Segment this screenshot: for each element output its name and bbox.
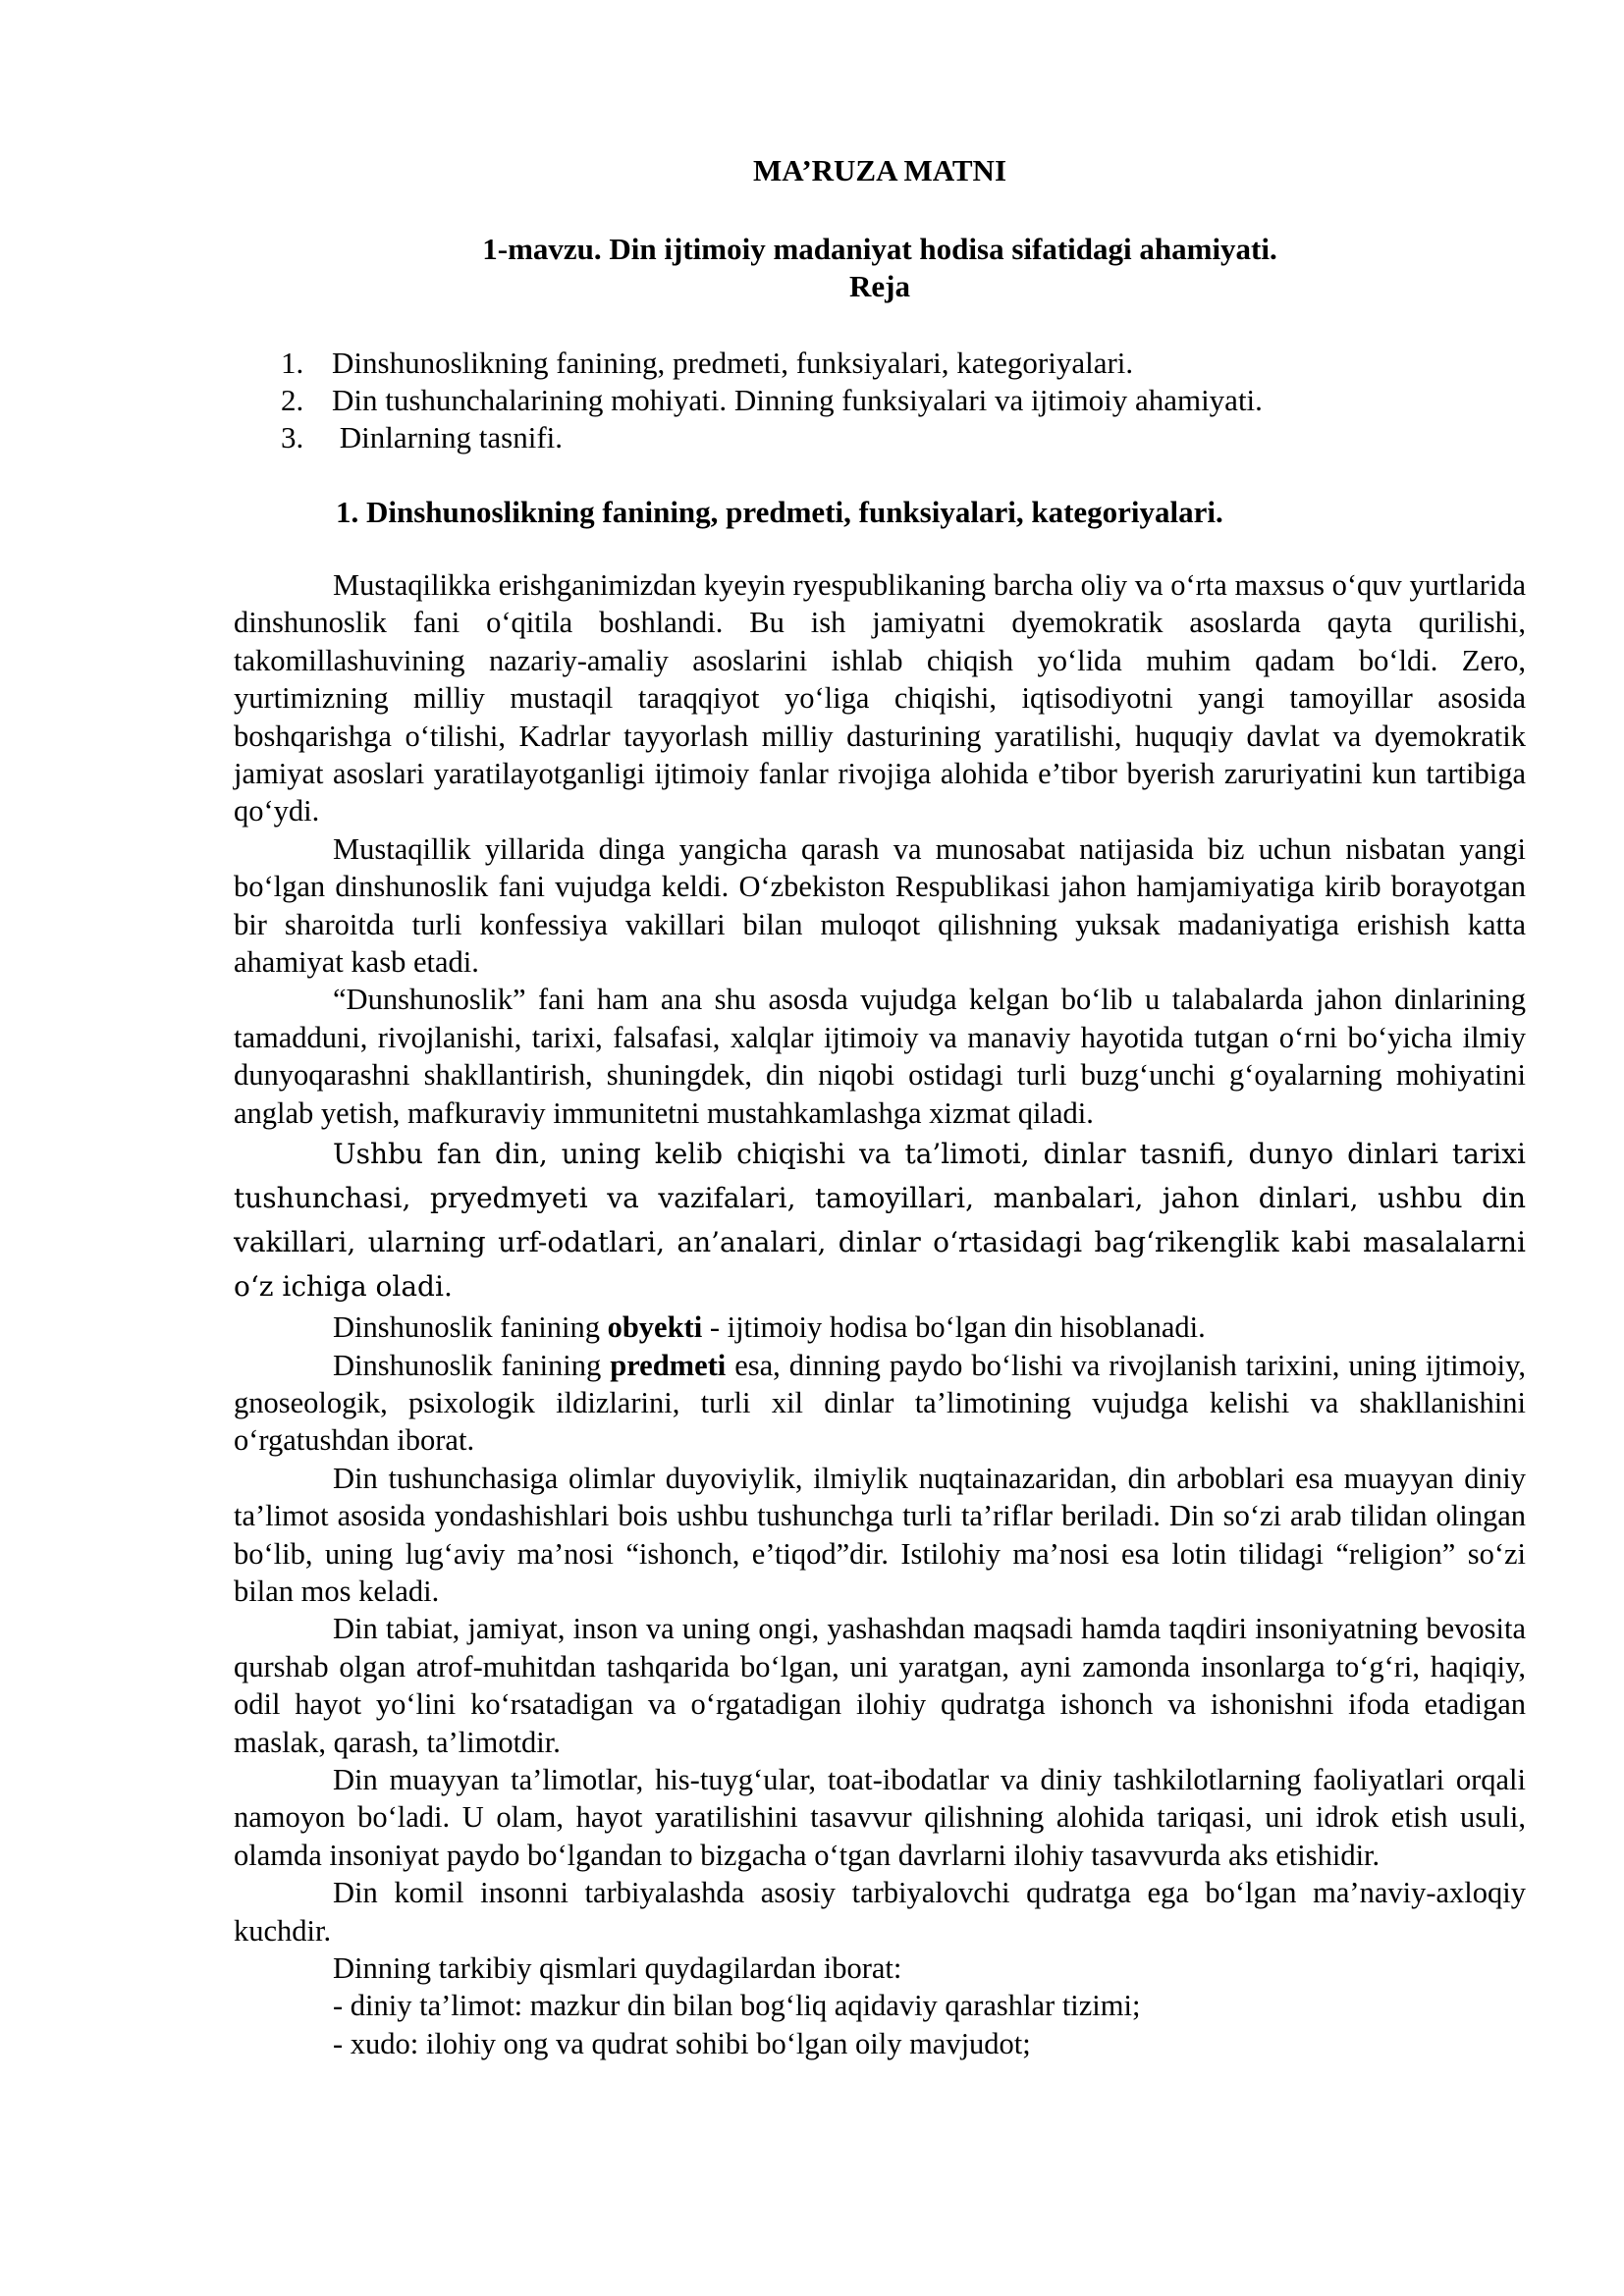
body-paragraph: Din tushunchasiga olimlar duyoviylik, ilmiylik nuqtainazaridan, din arboblari esa muayyan diniy ta’limot asosida yondashishlari bois ushbu tushunchga turli ta’riflar beriladi. Din so‘zi arab tilidan olingan bo‘lib, uning lug‘aviy ma’nosi “ishonch, e’tiqod”dir. Istilohiy ma’nosi esa lotin tilidagi “religion” so‘zi bilan mos keladi.: [234, 1461, 1526, 1608]
subject-definition-paragraph: [234, 1347, 1526, 1460]
body-paragraph: Din tabiat, jamiyat, inson va uning ongi, yashashdan maqsadi hamda taqdiri insoniyatning bevosita qurshab olgan atrof-muhitdan tashqarida bo‘lgan, uni yaratgan, ayni zamonda insonlarga to‘g‘ri, haqiqiy, odil hayot yo‘lini ko‘rsatadigan va o‘rgatadigan ilohiy qudratga ishonch va ishonishni ifoda etadigan maslak, qarash, ta’limotdir.: [234, 1612, 1526, 1759]
plan-item-text: Din tushunchalarining mohiyati. Dinning funksiyalari va ijtimoiy ahamiyati.: [332, 383, 1263, 417]
subject-definition-text: esa, dinning paydo bo‘lishi va rivojlanish tarixini, uning ijtimoiy, gnoseologik, psixologik ildizlarini, turli xil dinlar ta’limotining vujudga kelishi va shakllanishini o‘rgatushdan iborat.: [234, 1348, 1526, 1458]
object-definition-paragraph: [234, 1308, 1526, 1346]
plan-list: [234, 345, 1526, 456]
component-list-item: - xudo: ilohiy ong va qudrat sohibi bo‘lgan oily mavjudot;: [333, 2026, 1031, 2060]
object-definition-text: - ijtimoiy hodisa bo‘lgan din hisoblanadi.: [702, 1310, 1206, 1345]
document-title: MA’RUZA MATNI: [752, 153, 1007, 187]
body-paragraph: Din muayyan ta’limotlar, his-tuyg‘ular, toat-ibodatlar va diniy tashkilotlarning faoliyatlari orqali namoyon bo‘ladi. U olam, hayot yaratilishini tasavvur qilishning alohida tariqasi, uni idrok etish usuli, olamda insoniyat paydo bo‘lgandan to bizgacha o‘tgan davrlarni ilohiy tasavvurda aks etishidir.: [234, 1762, 1526, 1872]
plan-item: [281, 382, 1526, 419]
object-definition-text: Dinshunoslik fanining: [333, 1310, 608, 1345]
plan-item: [281, 345, 1526, 382]
topic-title: 1-mavzu. Din ijtimoiy madaniyat hodisa sifatidagi ahamiyati.: [482, 232, 1277, 266]
body-paragraph: “Dunshunoslik” fani ham ana shu asosda vujudga kelgan bo‘lib u talabalarda jahon dinlarining tamadduni, rivojlanishi, tarixi, falsafasi, xalqlar ijtimoiy va manaviy hayotida tutgan o‘rni bo‘yicha ilmiy dunyoqarashni shakllantirish, shuningdek, din niqobi ostidagi turli buzg‘unchi g‘oyalarning mohiyatini anglab yetish, mafkuraviy immunitetni mustahkamlashga xizmat qiladi.: [234, 983, 1526, 1130]
body-paragraph: Mustaqillik yillarida dinga yangicha qarash va munosabat natijasida biz uchun nisbatan yangi bo‘lgan dinshunoslik fani vujudga keldi. O‘zbekiston Respublikasi jahon hamjamiyatiga kirib borayotgan bir sharoitda turli konfessiya vakillari bilan muloqot qilishning yuksak madaniyatiga erishish katta ahamiyat kasb etadi.: [234, 831, 1526, 980]
section-heading: 1. Dinshunoslikning fanining, predmeti, funksiyalari, kategoriyalari.: [336, 495, 1223, 529]
subject-definition-text: Dinshunoslik fanining: [333, 1348, 611, 1382]
object-term: obyekti: [607, 1310, 703, 1345]
plan-item-text: Dinlarning tasnifi.: [332, 420, 564, 454]
body-paragraph: Din komil insonni tarbiyalashda asosiy tarbiyalovchi qudratga ega bo‘lgan ma’naviy-axloqiy kuchdir.: [234, 1876, 1526, 1948]
plan-item-number: 1.: [281, 346, 304, 380]
subject-term: predmeti: [610, 1348, 727, 1382]
plan-item-text: Dinshunoslikning fanining, predmeti, funksiyalari, kategoriyalari.: [332, 346, 1134, 380]
body-paragraph: Ushbu fan din, uning kelib chiqishi va ta’limoti, dinlar tasnifi, dunyo dinlari tarixi tushunchasi, pryedmyeti va vazifalari, tamoyillari, manbalari, jahon dinlari, ushbu din vakillari, ularning urf-odatlari, an’analari, dinlar o‘rtasidagi bag‘rikenglik kabi masalalarni o‘z ichiga oladi.: [234, 1138, 1526, 1304]
components-intro: Dinning tarkibiy qismlari quydagilardan iborat:: [333, 1951, 902, 1985]
plan-item: [281, 419, 1526, 456]
plan-item-number: 3.: [281, 420, 304, 454]
plan-title: Reja: [849, 269, 910, 303]
body-paragraph: Mustaqilikka erishganimizdan kyeyin ryespublikaning barcha oliy va o‘rta maxsus o‘quv yurtlarida dinshunoslik fani o‘qitila boshlandi. Bu ish jamiyatni dyemokratik asoslarda qayta qurilishi, takomillashuvining nazariy-amaliy asoslarini ishlab chiqish yo‘lida muhim qadam bo‘ldi. Zero, yurtimizning milliy mustaqil taraqqiyot yo‘liga chiqishi, iqtisodiyotni yangi tamoyillar asosida boshqarishga o‘tilishi, Kadrlar tayyorlash milliy dasturining yaratilishi, huquqiy davlat va dyemokratik jamiyat asoslari yaratilayotganligi ijtimoiy fanlar rivojiga alohida e’tibor byerish zaruriyatini kun tartibiga qo‘ydi.: [234, 568, 1526, 828]
plan-item-number: 2.: [281, 383, 304, 417]
component-list-item: - diniy ta’limot: mazkur din bilan bog‘liq aqidaviy qarashlar tizimi;: [333, 1989, 1141, 2023]
